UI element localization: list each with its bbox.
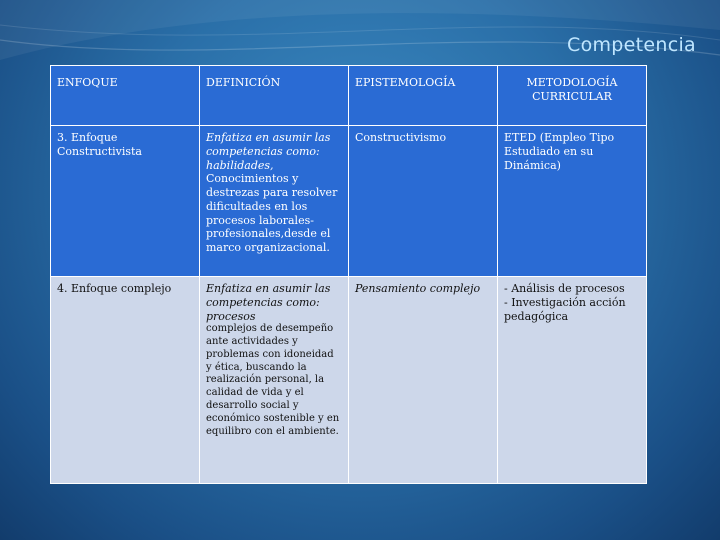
header-enfoque: ENFOQUE xyxy=(51,66,200,126)
cell-definicion xyxy=(200,126,349,277)
cell-enfoque: 4. Enfoque complejo xyxy=(51,277,200,484)
table-row xyxy=(51,277,647,484)
slide-title: Competencia xyxy=(567,34,696,56)
cell-epistemologia: Constructivismo xyxy=(349,126,498,277)
definicion-line: complejos de desempeño ante actividades y problemas con idoneidad y ética, buscando la realización personal, la calidad de vida y el desarrollo social y económico sostenible y en equilibro con el ambiente. xyxy=(206,323,340,437)
definicion-line: Conocimientos y destrezas para resolver dificultades en los procesos laborales- profesionales,desde el marco organizacional. xyxy=(206,172,338,254)
metodologia-line: - Análisis de procesos xyxy=(504,282,625,295)
cell-epistemologia: Pensamiento complejo xyxy=(349,277,498,484)
cell-metodologia xyxy=(498,277,647,484)
cell-metodologia: ETED (Empleo Tipo Estudiado en su Dinámica) xyxy=(498,126,647,277)
competency-table xyxy=(50,65,647,484)
table-header-row xyxy=(51,66,647,126)
header-definicion: DEFINICIÓN xyxy=(200,66,349,126)
header-metodologia: METODOLOGÍA CURRICULAR xyxy=(498,66,647,126)
metodologia-line: - Investigación acción pedagógica xyxy=(504,295,626,323)
table-row xyxy=(51,126,647,277)
definicion-line: Enfatiza en asumir las competencias como: habilidades, xyxy=(206,131,331,172)
definicion-line: Enfatiza en asumir las competencias como: procesos xyxy=(206,282,331,323)
cell-enfoque: 3. Enfoque Constructivista xyxy=(51,126,200,277)
header-epistemologia: EPISTEMOLOGÍA xyxy=(349,66,498,126)
cell-definicion xyxy=(200,277,349,484)
